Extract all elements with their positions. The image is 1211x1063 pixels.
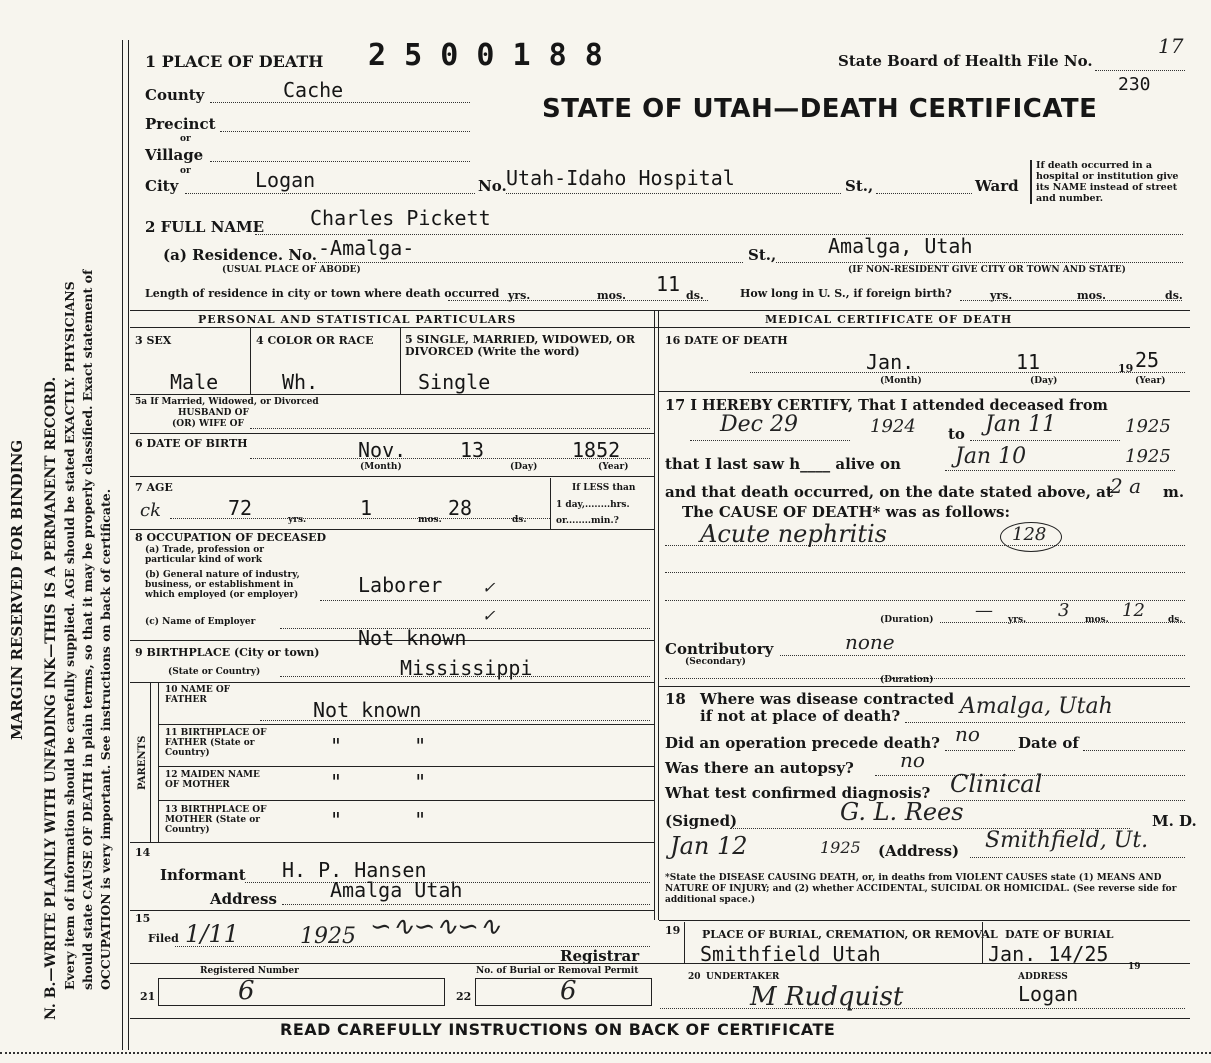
birthplace-label: 9 BIRTHPLACE (City or town) [135, 646, 320, 659]
informant-label: Informant [160, 866, 246, 884]
death-date-label: 16 DATE OF DEATH [665, 334, 788, 347]
occupation-value: Laborer [358, 573, 443, 597]
attended-to-year: 1925 [1125, 416, 1171, 437]
death-month-caption: (Month) [880, 376, 922, 386]
am-label: m. [1163, 483, 1185, 501]
precinct-label: Precinct [145, 115, 216, 133]
undertaker-label: UNDERTAKER [706, 972, 780, 982]
registrar-label: Registrar [560, 947, 640, 965]
item-15: 15 [135, 912, 151, 925]
informant-address-value: Amalga Utah [330, 878, 463, 902]
county-value: Cache [283, 78, 344, 102]
day-hrs-label: 1 day,........hrs. [556, 500, 630, 510]
age-mos-caption: mos. [418, 515, 442, 525]
sex-value: Male [170, 370, 219, 394]
ward-label: Ward [975, 177, 1019, 195]
father-birthplace-label: 11 BIRTHPLACE OF FATHER (State or Country) [165, 728, 267, 758]
duration-yrs-caption: yrs. [1008, 615, 1027, 625]
dob-year: 1852 [572, 438, 621, 462]
father-name-label: 10 NAME OF FATHER [165, 685, 231, 705]
registered-number-value: 6 [238, 976, 255, 1006]
foreign-yrs: yrs. [990, 289, 1013, 302]
dob-label: 6 DATE OF BIRTH [135, 437, 248, 450]
death-year: 25 [1135, 348, 1160, 372]
burial-permit-value: 6 [560, 976, 577, 1006]
spouse-label-2: HUSBAND OF [178, 408, 249, 418]
mother-name-value: " " [330, 770, 457, 794]
employer-label: (c) Name of Employer [145, 617, 256, 627]
spouse-label-3: (OR) WIFE OF [172, 419, 244, 429]
length-days-value: 11 [656, 272, 681, 296]
occupation-label: 8 OCCUPATION OF DECEASED [135, 531, 327, 544]
foreign-birth-label: How long in U. S., if foreign birth? [740, 287, 952, 300]
file-no-value-2: 230 [1118, 74, 1151, 95]
occupation-b-label: (b) General nature of industry, business, or establishment in which employed (or employer) [145, 570, 300, 600]
undertaker-address-value: Logan [1018, 982, 1079, 1006]
autopsy-value: no [900, 748, 925, 772]
less-than-label: If LESS than [572, 483, 636, 493]
length-mos: mos. [597, 289, 626, 302]
signature-year: 1925 [820, 838, 861, 857]
spouse-label-1: 5a If Married, Widowed, or Divorced [135, 397, 319, 407]
burial-19: 19 [1128, 962, 1141, 972]
dob-day-caption: (Day) [510, 462, 538, 472]
margin-binding-note: MARGIN RESERVED FOR BINDING [8, 439, 26, 740]
certify-label: 17 I HEREBY CERTIFY, That I attended deceased from [665, 397, 1108, 414]
age-yrs-caption: yrs. [288, 515, 307, 525]
filed-date: 1/11 [185, 920, 239, 948]
operation-label: Did an operation precede death? [665, 734, 940, 752]
informant-address-label: Address [210, 890, 277, 908]
usual-place-caption: (USUAL PLACE OF ABODE) [222, 265, 361, 275]
full-name-label: 2 FULL NAME [145, 218, 265, 236]
margin-instructions-3: OCCUPATION is very important. See instructions on back of certificate. [98, 488, 113, 990]
informant-value: H. P. Hansen [282, 858, 427, 882]
last-saw-value: Jan 10 [955, 444, 1027, 469]
attended-from-value: Dec 29 [720, 412, 798, 437]
dob-day: 13 [460, 438, 485, 462]
item-21: 21 [140, 990, 156, 1003]
age-label: 7 AGE [135, 481, 173, 494]
occupation-a-label: (a) Trade, profession or particular kind of work [145, 545, 264, 565]
cause-footnote: *State the DISEASE CAUSING DEATH, or, in deaths from VIOLENT CAUSES state (1) MEANS AND NATURE OF INJURY; and (2) whether ACCIDENTAL, SUICIDAL OR HOMICIDAL. (See reverse side for additional space.) [665, 873, 1177, 905]
dob-year-caption: (Year) [598, 462, 629, 472]
autopsy-label: Was there an autopsy? [665, 759, 854, 777]
color-label: 4 COLOR OR RACE [256, 334, 374, 347]
file-no-label: State Board of Health File No. [838, 52, 1093, 70]
margin-instructions-1: Every item of information should be carefully supplied. AGE should be stated EXACTLY. PHYSICIANS [62, 281, 77, 990]
sex-label: 3 SEX [135, 334, 172, 347]
or-1: or [180, 134, 191, 144]
employer-value: Not known [358, 626, 467, 650]
length-residence-label: Length of residence in city or town where death occurred [145, 287, 500, 300]
death-occurred-label: and that death occurred, on the date stated above, at [665, 483, 1113, 501]
dob-month-caption: (Month) [360, 462, 402, 472]
residence-value: -Amalga- [318, 236, 415, 260]
filed-label: Filed [148, 932, 179, 945]
to-label: to [948, 425, 965, 443]
medical-section-title: MEDICAL CERTIFICATE OF DEATH [765, 313, 1013, 326]
where-contracted-value: Amalga, Utah [960, 694, 1113, 719]
color-value: Wh. [282, 370, 319, 394]
attended-from-year: 1924 [870, 416, 916, 437]
item-22: 22 [456, 990, 472, 1003]
burial-permit-label: No. of Burial or Removal Permit [476, 966, 639, 976]
birthplace-state-label: (State or Country) [168, 667, 261, 677]
registrar-signature: ∽∿∽∿∽∿ [370, 912, 501, 942]
duration-label: (Duration) [880, 615, 934, 625]
physician-address-value: Smithfield, Ut. [985, 828, 1149, 853]
where-contracted-label: Where was disease contracted [700, 690, 955, 708]
mother-name-label: 12 MAIDEN NAME OF MOTHER [165, 770, 260, 790]
occupation-check: ✓ [482, 578, 496, 597]
md-label: M. D. [1152, 812, 1197, 830]
duration-ds-caption: ds. [1168, 615, 1183, 625]
where-contracted-label-2: if not at place of death? [700, 707, 901, 725]
undertaker-address-label: ADDRESS [1018, 972, 1068, 982]
secondary-label: (Secondary) [685, 657, 746, 667]
marital-label: 5 SINGLE, MARRIED, WIDOWED, OR DIVORCED (Write the word) [405, 333, 636, 358]
last-saw-year: 1925 [1125, 446, 1171, 467]
city-value: Logan [255, 168, 316, 192]
item-19: 19 [665, 924, 681, 937]
test-confirmed-value: Clinical [950, 770, 1043, 798]
city-label: City [145, 177, 179, 195]
age-check-mark: ck [140, 500, 161, 521]
personal-section-title: PERSONAL AND STATISTICAL PARTICULARS [198, 313, 517, 326]
place-of-death-label: 1 PLACE OF DEATH [145, 52, 324, 71]
death-day: 11 [1016, 350, 1041, 374]
residence-label: (a) Residence. No. [163, 246, 318, 264]
length-yrs: yrs. [508, 289, 531, 302]
full-name-value: Charles Pickett [310, 206, 491, 230]
birthplace-value: Mississippi [400, 656, 533, 680]
undertaker-signature: M Rudquist [750, 982, 904, 1012]
contributory-value: none [845, 630, 895, 654]
cause-of-death-label: The CAUSE OF DEATH* was as follows: [682, 503, 1011, 521]
item-20: 20 [688, 972, 701, 982]
residence-st-label: St., [748, 246, 777, 264]
death-time-value: 2 a [1110, 474, 1142, 498]
death-year-prefix: 19 [1118, 362, 1134, 375]
contributory-label: Contributory [665, 640, 774, 658]
father-birthplace-value: " " [330, 734, 457, 758]
village-label: Village [145, 146, 204, 164]
age-days: 28 [448, 496, 473, 520]
burial-date-label: DATE OF BURIAL [1005, 928, 1114, 941]
certificate-title: STATE OF UTAH—DEATH CERTIFICATE [542, 94, 1098, 124]
foreign-mos: mos. [1077, 289, 1106, 302]
hospital-value: Utah-Idaho Hospital [506, 166, 735, 190]
dob-month: Nov. [358, 438, 407, 462]
physician-address-label: (Address) [878, 842, 960, 860]
operation-value: no [955, 722, 980, 746]
parents-label: PARENTS [137, 735, 148, 790]
marital-value: Single [418, 370, 491, 394]
death-day-caption: (Day) [1030, 376, 1058, 386]
ward-note: If death occurred in a hospital or institution give its NAME instead of street and number. [1030, 160, 1186, 204]
residence-city-value: Amalga, Utah [828, 234, 973, 258]
length-ds: ds. [686, 289, 704, 302]
test-confirmed-label: What test confirmed diagnosis? [665, 784, 931, 802]
mother-birthplace-label: 13 BIRTHPLACE OF MOTHER (State or Country) [165, 805, 267, 835]
signed-label: (Signed) [665, 812, 738, 830]
cause-code-value: 128 [1012, 524, 1047, 545]
margin-instructions-2: should state CAUSE OF DEATH in plain terms, so that it may be properly classified. Exact statement of [80, 269, 95, 990]
death-month: Jan. [866, 350, 915, 374]
death-year-caption: (Year) [1135, 376, 1166, 386]
cause-of-death-value: Acute nephritis [700, 520, 887, 548]
item-18: 18 [665, 690, 686, 708]
file-no-value-1: 17 [1158, 34, 1184, 58]
street-no-label: No. [478, 177, 507, 195]
mother-birthplace-value: " " [330, 808, 457, 832]
burial-place-value: Smithfield Utah [700, 942, 881, 966]
burial-date-value: Jan. 14/25 [988, 942, 1109, 966]
signature-date: Jan 12 [670, 832, 748, 860]
certificate-number: 2 5 0 0 1 8 8 [368, 38, 603, 73]
instructions-footer: READ CAREFULLY INSTRUCTIONS ON BACK OF CERTIFICATE [280, 1020, 836, 1039]
duration-months: 3 [1058, 600, 1070, 621]
employer-check: ✓ [482, 606, 496, 625]
age-years: 72 [228, 496, 253, 520]
or-min-label: or........min.? [556, 516, 619, 526]
last-saw-label: that I last saw h____ alive on [665, 455, 901, 473]
operation-date-label: Date of [1018, 734, 1079, 752]
foreign-ds: ds. [1165, 289, 1183, 302]
age-months: 1 [360, 496, 373, 520]
duration-years: — [975, 600, 993, 621]
duration-days: 12 [1122, 600, 1145, 621]
father-name-value: Not known [313, 698, 422, 722]
physician-signature: G. L. Rees [840, 798, 964, 826]
county-label: County [145, 86, 205, 104]
duration-2-label: (Duration) [880, 675, 934, 685]
age-ds-caption: ds. [512, 515, 527, 525]
registered-number-label: Registered Number [200, 966, 299, 976]
burial-place-label: PLACE OF BURIAL, CREMATION, OR REMOVAL [702, 928, 998, 941]
margin-permanent-note: N. B.—WRITE PLAINLY WITH UNFADING INK—THIS IS A PERMANENT RECORD. [43, 376, 59, 1020]
nonresident-caption: (IF NON-RESIDENT GIVE CITY OR TOWN AND STATE) [848, 265, 1126, 275]
or-2: or [180, 166, 191, 176]
filed-year: 1925 [300, 924, 356, 949]
attended-to-value: Jan 11 [985, 412, 1057, 437]
item-14: 14 [135, 846, 151, 859]
street-label: St., [845, 177, 874, 195]
duration-mos-caption: mos. [1085, 615, 1109, 625]
